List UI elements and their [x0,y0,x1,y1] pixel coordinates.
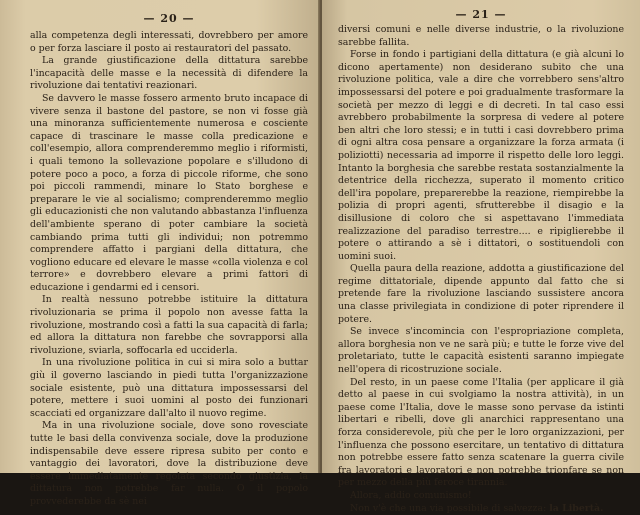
paragraph: diversi comuni e nelle diverse industrie, o la rivoluzione sarebbe fallita. [338,24,624,48]
paragraph: In realtà nessuno potrebbe istituire la dittatura rivoluzionaria se prima il popolo non avesse fatta la rivoluzione, mostrando così a fatti la sua capacità di farla; ed allora la dittatura non farebbe che sovrapporsi alla rivoluzione, sviarla, soffocarla ed ucciderla. [30,294,308,356]
left-page [0,0,320,507]
paragraph: Del resto, in un paese come l'Italia (per applicare il già detto al paese in cui svolgiamo la nostra attività), in un paese come l'Italia, dove le masse sono pervase da istinti libertari e ribelli, dove gli anarchici rappresentano una forza considerevole, più che per le loro organizzazioni, per l'influenza che possono esercitare, un tentativo di dittatura non potrebbe essere fatto senza scatenare la guerra civile fra lavoratori e lavoratori e non potrebbe trionfare se non per mezzo della più feroce tirannia. [338,376,624,489]
closing-line-emphasis: la Libertà. [549,502,604,514]
paragraph: Forse in fondo i partigiani della dittatura (e già alcuni lo dicono apertamente) non desiderano subito che una rivoluzione politica, vale a dire che vorrebbero sens'altro impossessarsi del potere e poi gradualmente trasformare la società per mezzo di leggi e di decreti. In tal caso essi avrebbero probabilmente la sorpresa di vedere al potere ben altri che loro stessi; e in tutti i casi dovrebbero prima di ogni altra cosa pensare a organizzare la forza armata (i poliziotti) necessaria ad imporre il rispetto delle loro leggi. Intanto la borghesia che sarebbe restata sostanzialmente la detentrice della ricchezza, superato il momento critico dell'ira popolare, preparerebbe la reazione, riempirebbe la polizia di propri agenti, sfrutterebbe il disagio e la disillusione di coloro che si aspettavano l'immediata realizzazione del paradiso terrestre.... e ripiglierebbe il potere o attirando a sè i dittatori, o sostituendoli con uomini suoi. [338,49,624,262]
paragraph: alla competenza degli interessati, dovrebbero per amore o per forza lasciare il posto ai restauratori del passato. [30,30,308,54]
closing-line [338,503,624,515]
right-page [322,0,640,514]
paragraph: Se davvero le masse fossero armento bruto incapace di vivere senza il bastone del pastore, se non vi fosse già una minoranza sufficientemente numerosa e cosciente capace di trascinare le masse colla predicazione e coll'esempio, allora comprenderemmo meglio i riformisti, i quali temono la sollevazione popolare e s'illudono di potere poco a poco, a forza di piccole riforme, che sono poi piccoli rammendi, minare lo Stato borghese e preparare le vie al socialismo; comprenderemmo meglio gli educazionisti che non valutando abbastanza l'influenza dell'ambiente sperano di poter cambiare la società cambiando prima tutti gli individui; non potremmo comprendere affatto i pargiani della dittatura, che vogliono educare ed elevare le masse «colla violenza e col terrore» e dovrebbero elevare a primi fattori di educazione i gendarmi ed i censori. [30,92,308,293]
paragraph: La grande giustificazione della dittatura sarebbe l'incapacità delle masse e la necessità di difendere la rivoluzione dai tentativi reazionari. [30,55,308,92]
paragraph: Ma in una rivoluzione sociale, dove sono rovesciate tutte le basi della convivenza sociale, dove la produzione indispensabile deve essere ripresa subito per conto e vantaggio dei lavoratori, dove la distribuzione deve essere immediatamente regolata secondo giustizia, la dittatura non potrebbe far nulla. O il popolo provvederebbe da sè nei [30,420,308,507]
left-page-number: — 20 — [143,12,195,25]
paragraph: Quella paura della reazione, addotta a giustificazione del regime dittatoriale, dipende appunto dal fatto che si pretende fare la rivoluzione lasciando sussistere ancora una classe privilegiata in condizione di poter riprendere il potere. [338,263,624,325]
paragraph: In una rivoluzione politica in cui si mira solo a buttar giù il governo lasciando in piedi tutta l'organizzazione sociale esistente, può una dittatura impossessarsi del potere, mettere i suoi uomini al posto dei funzionari scacciati ed organizzare dall'alto il nuovo regime. [30,357,308,419]
right-page-number: — 21 — [455,8,507,21]
paragraph: Se invece s'incomincia con l'espropriazione completa, allora borghesia non ve ne sarà più; e tutte le forze vive del proletariato, tutte le capacità esistenti saranno impiegate nell'opera di ricostruzione sociale. [338,326,624,376]
paragraph: Allora, addio comunismo! [350,489,472,501]
closing-line-lead: Non v'è che una via possibile di salvezza: [350,502,547,514]
